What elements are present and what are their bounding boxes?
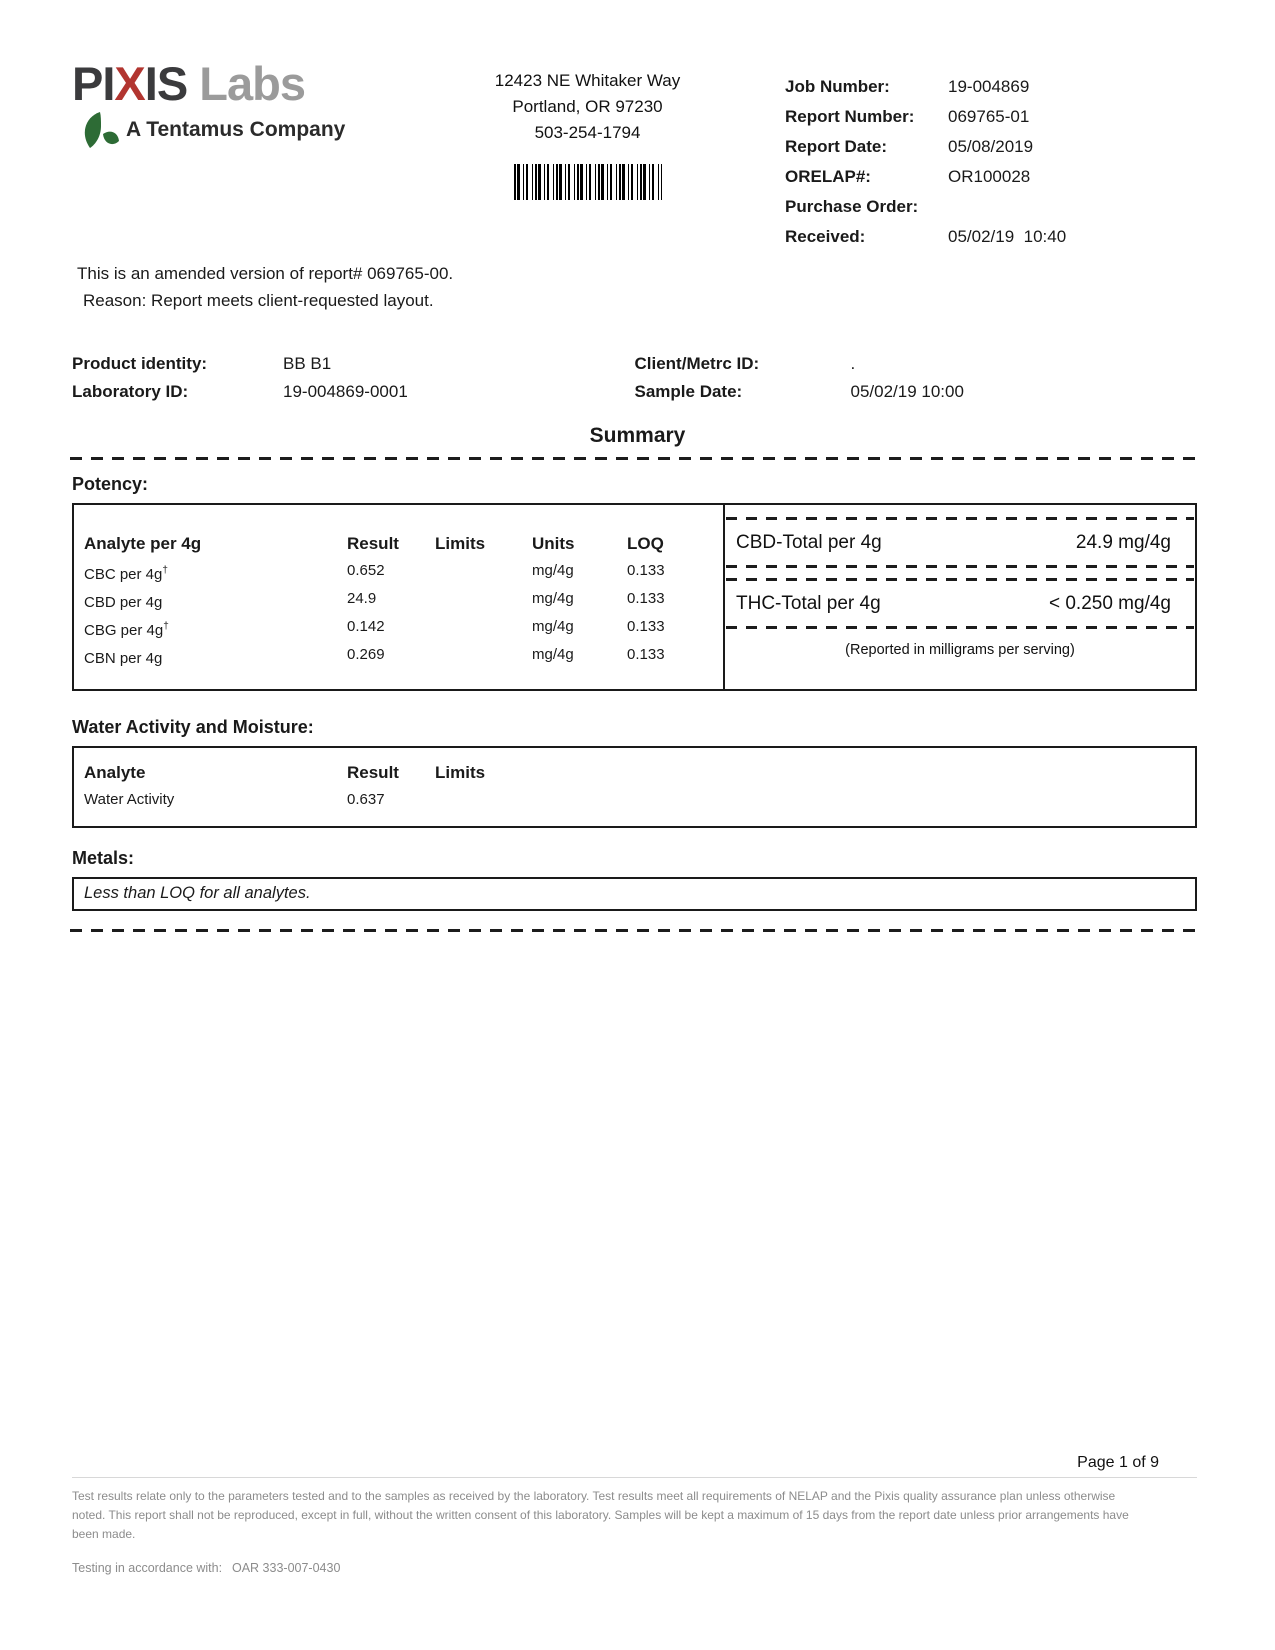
totals-note: (Reported in milligrams per serving): [845, 642, 1075, 658]
field-label: Product identity:: [72, 354, 208, 373]
units-cell: mg/4g: [532, 590, 574, 607]
field-value: 05/02/19 10:00: [850, 382, 964, 401]
analyte-cell: CBG per 4g†: [84, 621, 169, 639]
table-row: [84, 559, 723, 587]
field-label: Sample Date:: [634, 382, 743, 401]
column-header: LOQ: [627, 534, 664, 553]
total-label: THC-Total per 4g: [736, 592, 881, 614]
info-value: 05/08/2019: [948, 137, 1034, 156]
amendment-line: Reason: Report meets client-requested layout.: [83, 291, 434, 310]
result-cell: 0.652: [347, 562, 385, 579]
info-value: 069765-01: [948, 107, 1030, 126]
amendment-line: This is an amended version of report# 069765-00.: [77, 264, 454, 283]
info-row: [785, 102, 1197, 132]
thc-total-row: [725, 581, 1195, 626]
metals-note: Less than LOQ for all analytes.: [84, 884, 311, 902]
column-header: Analyte: [84, 763, 146, 782]
sample-info-row: [72, 350, 635, 378]
result-cell: 0.637: [347, 791, 385, 808]
potency-table-header: [84, 531, 723, 557]
potency-table: [74, 505, 725, 689]
analyte-cell: CBC per 4g†: [84, 565, 168, 583]
metals-box: [72, 877, 1197, 911]
info-value: 19-004869: [948, 77, 1030, 96]
info-value: 05/02/19 10:40: [948, 227, 1067, 246]
logo-tagline: A Tentamus Company: [126, 118, 346, 141]
potency-heading: Potency:: [72, 474, 149, 494]
water-activity-heading: Water Activity and Moisture:: [72, 717, 314, 737]
info-row: [785, 132, 1197, 162]
column-header: Analyte per 4g: [84, 534, 202, 553]
result-cell: 0.269: [347, 646, 385, 663]
address-line: Portland, OR 97230: [512, 97, 663, 116]
logo-wordmark: [72, 57, 390, 110]
units-cell: mg/4g: [532, 618, 574, 635]
testing-value: OAR 333-007-0430: [232, 1561, 341, 1575]
table-row: [84, 643, 723, 671]
info-row: [785, 222, 1197, 252]
loq-cell: 0.133: [627, 562, 665, 579]
logo-part: X: [114, 57, 145, 110]
testing-label: Testing in accordance with:: [72, 1561, 223, 1575]
units-cell: mg/4g: [532, 646, 574, 663]
amendment-notice: [77, 260, 1197, 314]
potency-box: [72, 503, 1197, 691]
table-row: [84, 587, 723, 615]
metals-heading: Metals:: [72, 848, 135, 868]
dashed-divider: [70, 457, 1197, 460]
logo-part: IS: [144, 57, 188, 110]
info-label: Report Date:: [785, 137, 888, 156]
field-value: BB B1: [283, 354, 332, 373]
report-info: [785, 60, 1197, 252]
limits-cell: [435, 559, 532, 587]
field-value: .: [850, 354, 856, 373]
limits-cell: [435, 643, 532, 671]
limits-cell: [435, 788, 532, 812]
result-cell: 24.9: [347, 590, 377, 607]
pixis-labs-logo: [72, 57, 390, 252]
total-label: CBD-Total per 4g: [736, 531, 882, 553]
logo-tagline-row: [72, 110, 390, 150]
limits-cell: [435, 587, 532, 615]
barcode: [514, 164, 662, 200]
sample-info: [72, 350, 1197, 406]
address-line: 503-254-1794: [534, 123, 641, 142]
info-value: OR100028: [948, 167, 1031, 186]
summary-title: Summary: [589, 424, 686, 447]
dashed-divider: [726, 626, 1194, 629]
sample-info-row: [72, 378, 635, 406]
potency-totals: [725, 505, 1195, 689]
info-label: ORELAP#:: [785, 167, 871, 186]
info-label: Report Number:: [785, 107, 915, 126]
info-label: Received:: [785, 227, 866, 246]
logo-part: Labs: [187, 57, 305, 110]
column-header: Limits: [435, 534, 486, 553]
analyte-cell: CBD per 4g: [84, 594, 163, 611]
leaf-icon: [80, 110, 120, 150]
info-label: Job Number:: [785, 77, 890, 96]
spacer: [725, 568, 1195, 578]
report-footer: [72, 1452, 1197, 1575]
field-value: 19-004869-0001: [283, 382, 408, 401]
page-number: Page 1 of 9: [1077, 1454, 1159, 1471]
loq-cell: 0.133: [627, 646, 665, 663]
column-header: Units: [532, 534, 575, 553]
address-line: 12423 NE Whitaker Way: [494, 71, 681, 90]
cbd-total-row: [725, 520, 1195, 565]
total-value: 24.9 mg/4g: [1075, 531, 1171, 553]
limits-cell: [435, 615, 532, 643]
column-header: Result: [347, 763, 399, 782]
water-activity-box: [72, 746, 1197, 828]
column-header: Limits: [435, 763, 486, 782]
sample-info-right: [635, 350, 1198, 406]
info-row: [785, 162, 1197, 192]
logo-part: PI: [72, 57, 115, 110]
total-value: < 0.250 mg/4g: [1048, 592, 1171, 614]
dashed-divider: [70, 929, 1197, 932]
loq-cell: 0.133: [627, 590, 665, 607]
info-label: Purchase Order:: [785, 197, 919, 216]
table-row: [84, 615, 723, 643]
field-label: Laboratory ID:: [72, 382, 189, 401]
sample-info-row: [635, 350, 1198, 378]
sample-info-left: [72, 350, 635, 406]
analyte-cell: CBN per 4g: [84, 650, 163, 667]
report-header: [72, 57, 1197, 252]
result-cell: 0.142: [347, 618, 385, 635]
lab-address: [390, 60, 785, 252]
loq-cell: 0.133: [627, 618, 665, 635]
info-row: [785, 72, 1197, 102]
units-cell: mg/4g: [532, 562, 574, 579]
table-row: [84, 788, 1195, 812]
sample-info-row: [635, 378, 1198, 406]
testing-accordance-row: [72, 1561, 1197, 1575]
disclaimer-text: Test results relate only to the parameters tested and to the samples as received by the laboratory. Test results meet all requirements of NELAP and the Pixis quality assurance plan unless otherwise noted. This report shall not be reproduced, except in full, without the written consent of this laboratory. Samples will be kept a maximum of 15 days from the report date unless prior arrangements have been made.: [72, 1489, 1129, 1541]
footer-divider: [72, 1477, 1197, 1478]
field-label: Client/Metrc ID:: [634, 354, 760, 373]
column-header: Result: [347, 534, 399, 553]
dagger-mark: †: [162, 565, 168, 576]
info-row: [785, 192, 1197, 222]
analyte-cell: Water Activity: [84, 791, 175, 808]
dagger-mark: †: [163, 621, 169, 632]
water-activity-header: [84, 760, 1195, 786]
